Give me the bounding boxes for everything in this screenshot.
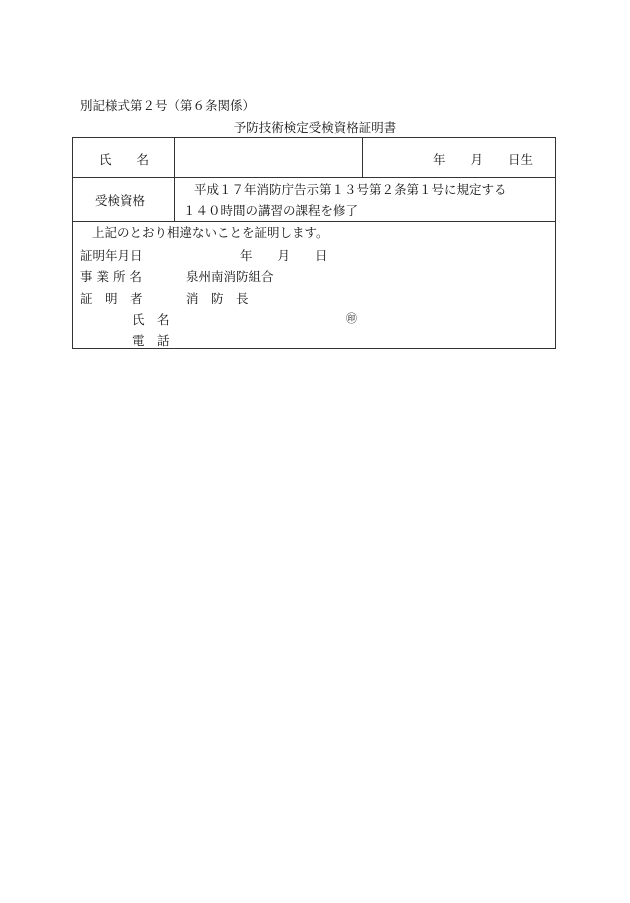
certificate-table	[72, 137, 556, 349]
phone-label: 電 話	[132, 333, 170, 348]
qualification-row	[73, 177, 555, 222]
divider	[362, 138, 363, 177]
office-value: 泉州南消防組合	[186, 269, 274, 284]
qualification-text-line-1: 平成１７年消防庁告示第１３号第２条第１号に規定する	[194, 182, 507, 197]
form-number-label: 別記様式第２号（第６条関係）	[80, 98, 256, 113]
certification-statement: 上記のとおり相違ないことを証明します。	[92, 225, 329, 240]
certification-date-label: 証明年月日	[80, 248, 143, 263]
name-label: 氏 名	[99, 152, 150, 167]
name-field[interactable]	[175, 138, 362, 177]
office-label: 事 業 所 名	[80, 269, 142, 284]
certifier-name-label: 氏 名	[132, 312, 170, 327]
qualification-text-line-2: １４０時間の講習の課程を修了	[183, 203, 359, 218]
divider	[174, 177, 175, 221]
seal-mark: ㊞	[346, 312, 357, 325]
certification-date-value: 年 月 日	[240, 248, 328, 263]
birthdate-label: 年 月 日生	[433, 152, 534, 167]
certifier-value: 消 防 長	[186, 291, 249, 306]
document-title: 予防技術検定受検資格証明書	[233, 120, 397, 135]
name-row	[73, 138, 555, 178]
qualification-label: 受検資格	[95, 193, 146, 208]
certifier-label: 証 明 者	[80, 291, 143, 306]
